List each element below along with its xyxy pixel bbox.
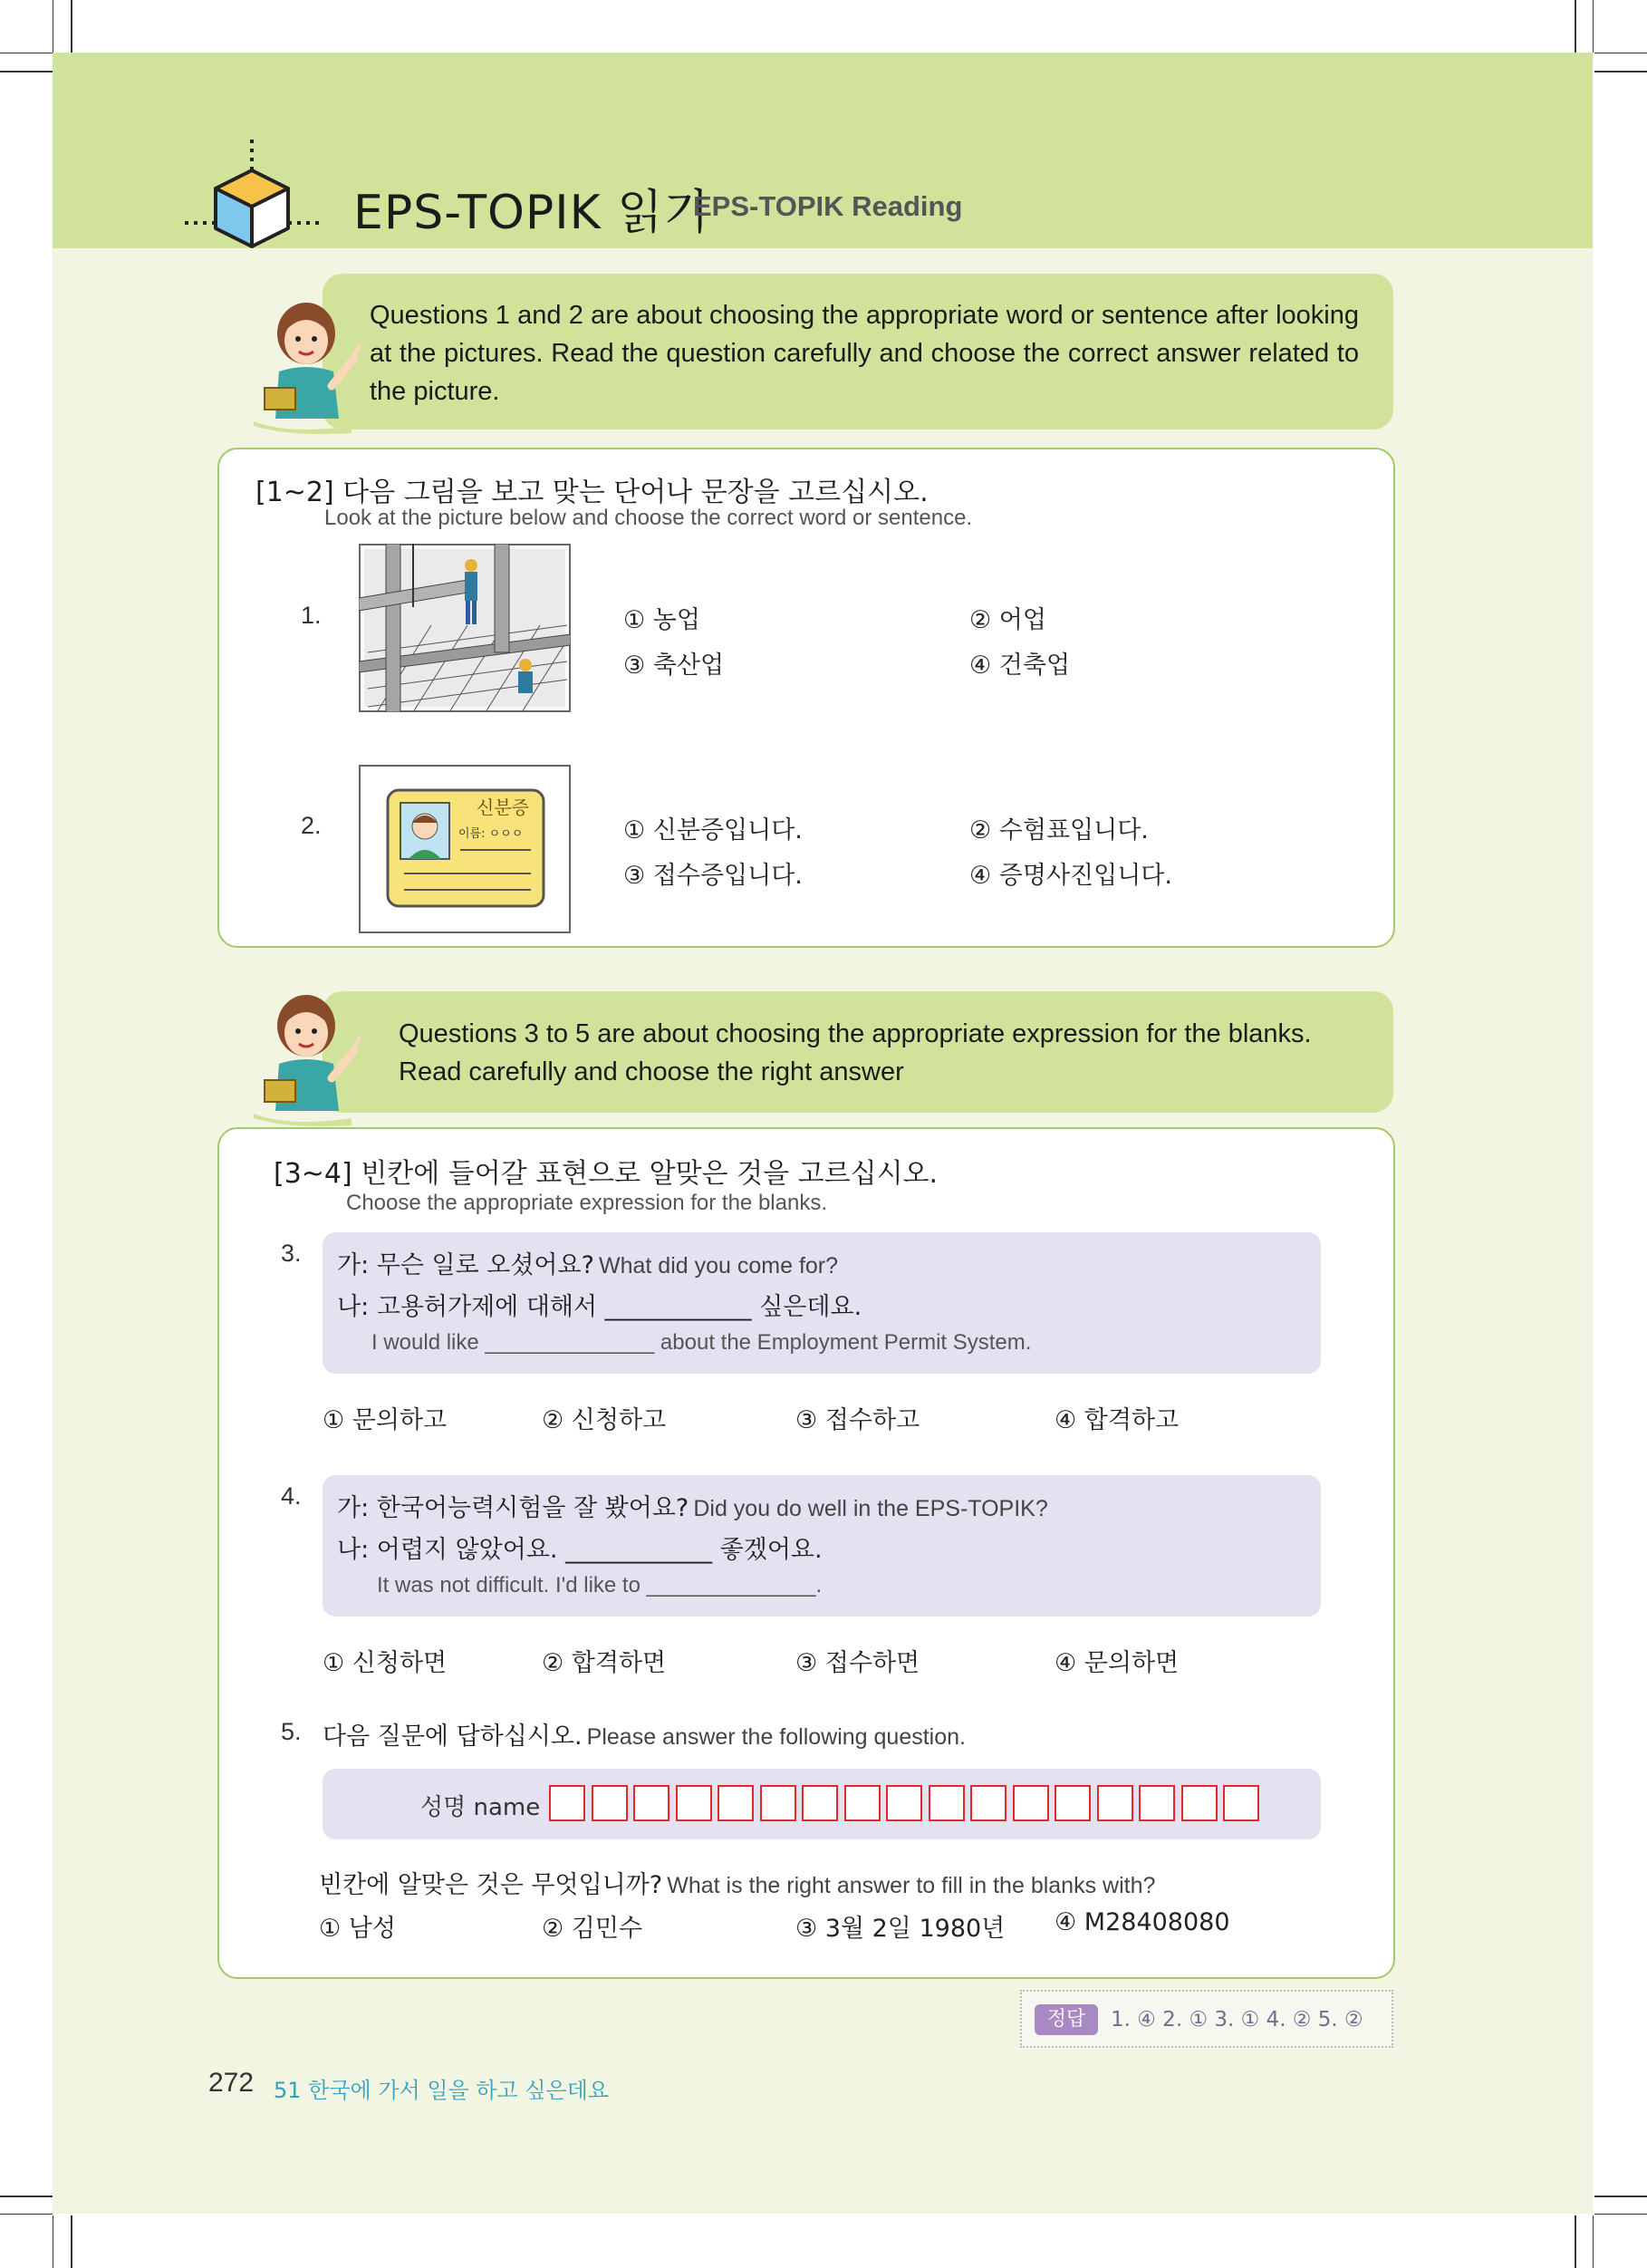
option[interactable]: ① 남성 [319,1915,396,1943]
name-letter-box[interactable] [1139,1785,1175,1821]
question-prompt [323,1716,966,1752]
crop-mark [0,2214,53,2215]
option[interactable]: ④ 증명사진입니다. [969,862,1172,890]
name-letter-box[interactable] [592,1785,628,1821]
option[interactable]: ③ 축산업 [623,651,725,680]
section2-instruction-ko: [3~4] 빈칸에 들어갈 표현으로 알맞은 것을 고르십시오. [274,1158,939,1190]
cube-icon [181,136,326,254]
option[interactable]: ④ 건축업 [969,651,1071,680]
crop-mark [1594,2214,1647,2215]
crop-mark [1593,0,1594,53]
question-number: 2. [301,812,322,839]
option[interactable]: ① 농업 [623,606,700,634]
option[interactable]: ② 신청하고 [542,1406,667,1434]
crop-mark [1593,2215,1594,2268]
crop-mark [0,2196,53,2197]
dialogue-ko: 가: 한국어능력시험을 잘 봤어요? [337,1494,689,1522]
dialogue-en: What did you come for? [599,1253,839,1279]
name-letter-box[interactable] [1097,1785,1133,1821]
crop-mark [1575,0,1576,53]
page-title: EPS-TOPIK 읽기 [353,186,710,240]
name-letter-box[interactable] [1013,1785,1049,1821]
name-letter-box[interactable] [718,1785,754,1821]
crop-mark [71,0,72,53]
dialogue-translation: It was not difficult. I'd like to ______________. [377,1573,823,1597]
section2-instruction-en: Choose the appropriate expression for the blanks. [346,1191,827,1215]
page-number: 272 [208,2068,255,2098]
name-letter-box[interactable] [802,1785,838,1821]
dialogue-translation: I would like ______________ about the Employment Permit System. [371,1330,1032,1355]
option[interactable]: ③ 접수하면 [795,1649,920,1677]
answer-key-text: 1. ④ 2. ① 3. ① 4. ② 5. ② [1111,2008,1363,2032]
section2-instruction-line1: Questions 3 to 5 are about choosing the appropriate expression for the blanks. [399,1019,1312,1048]
option[interactable]: ③ 접수하고 [795,1406,920,1434]
prompt-en: Please answer the following question. [586,1724,966,1750]
name-letter-box[interactable] [1181,1785,1218,1821]
question-line [319,1865,1155,1900]
name-letter-box[interactable] [1055,1785,1091,1821]
question-number: 5. [281,1718,302,1745]
dialogue-en: Did you do well in the EPS-TOPIK? [693,1496,1048,1521]
crop-mark [1575,2215,1576,2268]
dialogue-ko: 가: 무슨 일로 오셨어요? [337,1251,594,1279]
name-label: 성명 name [420,1794,541,1821]
question-number: 4. [281,1482,302,1510]
id-card-field: 이름: ㅇㅇㅇ [458,827,524,841]
dialogue-line [337,1488,1048,1523]
option[interactable]: ④ 합격하고 [1055,1406,1180,1434]
option[interactable]: ① 신청하면 [323,1649,448,1677]
name-letter-box[interactable] [633,1785,669,1821]
section2-instruction-line2: Read carefully and choose the right answer [399,1057,904,1086]
prompt-ko: 다음 질문에 답하십시오. [323,1723,583,1751]
dialogue-line: 나: 어렵지 않았어요. ____________ 좋겠어요. [337,1536,823,1564]
dialogue-line [337,1245,838,1280]
section1-instruction-en: Look at the picture below and choose the correct word or sentence. [324,506,973,530]
option[interactable]: ② 수험표입니다. [969,816,1149,844]
answer-key-label: 정답 [1035,2004,1098,2035]
teacher-illustration [252,299,379,435]
name-letter-box[interactable] [760,1785,796,1821]
section1-instruction-text: Questions 1 and 2 are about choosing the appropriate word or sentence after looking at the pictures. Read the question carefully and choose the correct answer related to the picture. [370,301,1359,406]
question-number: 1. [301,602,322,629]
name-letter-box[interactable] [929,1785,965,1821]
id-card-title: 신분증 [477,796,529,818]
name-letter-box[interactable] [970,1785,1006,1821]
crop-mark [1594,71,1647,72]
teacher-illustration [252,991,379,1127]
construction-site-image [359,544,571,712]
option[interactable]: ③ 3월 2일 1980년 [795,1915,1006,1943]
question-number: 3. [281,1240,302,1267]
name-letter-box[interactable] [844,1785,881,1821]
name-letter-box[interactable] [676,1785,712,1821]
option[interactable]: ③ 접수증입니다. [623,862,803,890]
option[interactable]: ② 어업 [969,606,1046,634]
section1-instruction-ko: [1~2] 다음 그림을 보고 맞는 단어나 문장을 고르십시오. [255,477,929,508]
crop-mark [1594,2196,1647,2197]
option[interactable]: ① 신분증입니다. [623,816,803,844]
dialogue-line: 나: 고용허가제에 대해서 ____________ 싶은데요. [337,1293,862,1321]
page-subtitle: EPS-TOPIK Reading [693,190,963,222]
option[interactable]: ④ 문의하면 [1055,1649,1180,1677]
question-en: What is the right answer to fill in the blanks with? [667,1873,1156,1898]
crop-mark [71,2215,72,2268]
crop-mark [0,71,53,72]
option[interactable]: ① 문의하고 [323,1406,448,1434]
option[interactable]: ② 합격하면 [542,1649,667,1677]
name-letter-box[interactable] [886,1785,922,1821]
name-letter-box[interactable] [1223,1785,1259,1821]
id-card-image [359,765,571,933]
question-ko: 빈칸에 알맞은 것은 무엇입니까? [319,1871,663,1899]
option[interactable]: ② 김민수 [542,1915,643,1943]
option[interactable]: ④ M28408080 [1055,1908,1230,1936]
name-letter-box[interactable] [549,1785,585,1821]
chapter-title: 51 한국에 가서 일을 하고 싶은데요 [274,2078,610,2103]
